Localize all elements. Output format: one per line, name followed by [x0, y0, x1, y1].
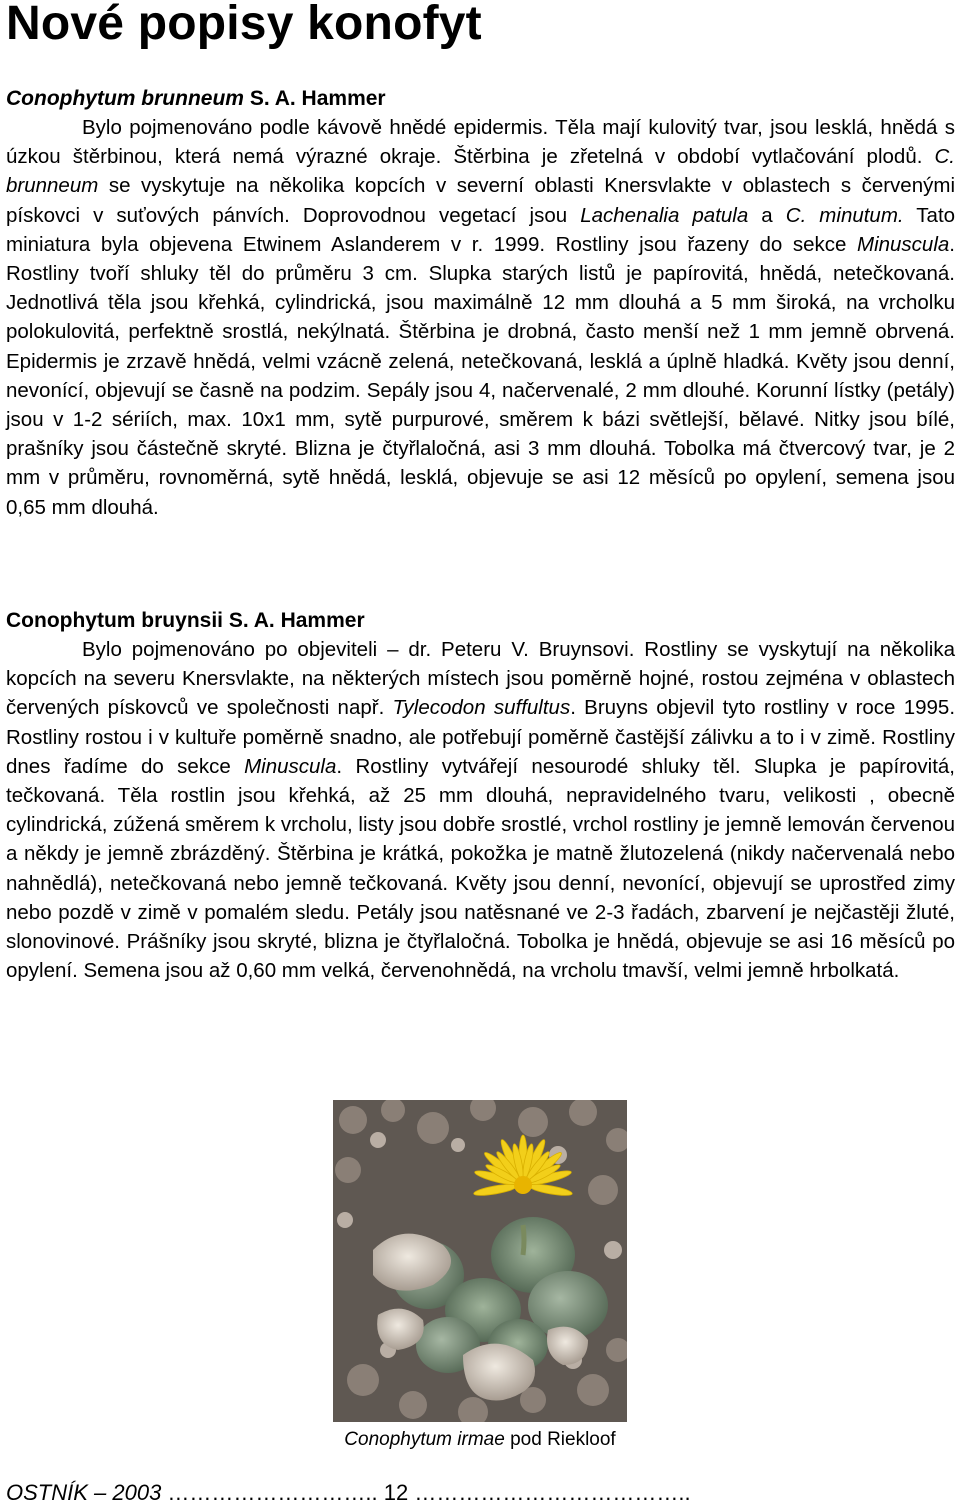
species-section-brunneum	[6, 84, 955, 522]
text-run: . Rostliny tvoří shluky těl do průměru 3 cm. Slupka starých listů je papírovitá, hnědá, netečkovaná. Jednotlivá těla jsou křehká, cylindrická, jsou maximálně 12 mm dlouhá a 5 mm široká, na vrcholku polokulovitá, perfektně srostlá, nekýlnatá. Štěrbina je drobná, často menší než 1 mm jemně obrvená. Epidermis je zrzavě hnědá, velmi vzácně zelená, netečkovaná, lesklá a úplně hladká. Květy jsou denní, nevonící, objevují se časně na podzim. Sepály jsou 4, načervenalé, 2 mm dlouhé. Korunní lístky (petály) jsou v 1-2 sériích, max. 10x1 mm, sytě purpurové, směrem k bázi světlejší, bělavé. Nitky jsou bílé, prašníky jsou částečně skryté. Blizna je čtyřlaločná, asi 3 mm dlouhá. Tobolka má čtvercový tvar, je 2 mm v průměru, rovnoměrná, sytě hnědá, lesklá, objevuje se asi 12 měsíců po opylení, semena jsou 0,65 mm dlouhá.	[6, 232, 955, 519]
italic-run: C. brunneum	[6, 145, 955, 198]
photo-caption	[0, 1428, 960, 1452]
italic-run: C. minutum.	[785, 203, 904, 227]
text-run: Bylo pojmenováno podle kávově hnědé epidermis. Těla mají kulovitý tvar, jsou lesklá, hnědá s úzkou štěrbinou, která nemá výrazné okraje. Štěrbina je zřetelná v období vytlačování plodů.	[6, 116, 955, 169]
species-section-bruynsii	[6, 606, 955, 985]
species-description	[6, 113, 955, 522]
text-run: se vyskytuje na několika kopcích v severní oblasti Knersvlakte v oblastech s červenými pískovci v suťových pánvích. Doprovodnou vegetací jsou	[6, 174, 955, 227]
species-heading	[6, 606, 955, 635]
plant-photo	[333, 1100, 627, 1422]
species-name: Conophytum bruynsii	[6, 609, 223, 632]
species-heading	[6, 84, 955, 113]
italic-run: Tylecodon suffultus	[392, 696, 571, 720]
italic-run: Minuscula	[244, 754, 337, 778]
plant-photo-image	[333, 1100, 627, 1422]
species-description	[6, 635, 955, 985]
text-run: Tato miniatura byla objevena Etwinem Aslanderem v r. 1999. Rostliny jsou řazeny do sekce	[6, 203, 956, 256]
species-name: Conophytum brunneum	[6, 87, 244, 110]
footer-magazine: OSTNÍK – 2003	[6, 1480, 162, 1505]
page-number: 12	[377, 1480, 415, 1505]
page-title: Nové popisy konofyt	[6, 0, 482, 50]
italic-run: Minuscula	[857, 232, 950, 256]
species-author: S. A. Hammer	[249, 87, 386, 110]
caption-location: pod Riekloof	[504, 1429, 616, 1450]
italic-run: Lachenalia patula	[580, 203, 749, 227]
caption-genus: Conophytum	[344, 1429, 453, 1450]
text-run: Bylo pojmenováno po objeviteli – dr. Peteru V. Bruynsovi. Rostliny se vyskytují na několika kopcích na severu Knersvlakte, na některých místech jsou poměrně hojné, rostou zejména v oblastech červených pískovců ve společnosti např.	[6, 638, 955, 720]
footer-dots: ………………………………..	[414, 1480, 691, 1505]
species-author: S. A. Hammer	[228, 609, 365, 632]
text-run: . Bruyns objevil tyto rostliny v roce 1995. Rostliny rostou i v kultuře poměrně snadno, ale potřebují poměrně častější zálivku a to i v zimě. Rostliny dnes řadíme do sekce	[6, 696, 956, 778]
caption-species: irmae	[457, 1429, 505, 1450]
text-run: a	[748, 203, 786, 227]
text-run: . Rostliny vytvářejí nesourodé shluky těl. Slupka je papírovitá, tečkovaná. Těla rostlin jsou křehká, až 25 mm dlouhá, nepravidelného tvaru, velikosti , obecně cylindrická, zúžená směrem k vrcholu, listy jsou dobře srostlé, vrchol rostliny je jemně lemován červenou a někdy je jemně zbrázděný. Štěrbina je krátká, pokožka je matně žlutozelená (nikdy načervenalá nebo nahnědlá), netečkovaná nebo jemně tečkovaná. Květy jsou denní, nevonící, objevují se uprostřed zimy nebo pozdě v zimě v pomalém sledu. Petály jsou natěsnané ve 2-3 řadách, zbarvení je nejčastěji žluté, slonovinové. Prášníky jsou skryté, blizna je čtyřlaločná. Tobolka je hnědá, objevuje se asi 16 měsíců po opylení. Semena jsou až 0,60 mm velká, červenohnědá, na vrcholu tmavší, velmi jemně hrbolkatá.	[6, 754, 955, 983]
footer-dots: ………………………..	[161, 1480, 378, 1505]
page-footer	[6, 1480, 956, 1506]
